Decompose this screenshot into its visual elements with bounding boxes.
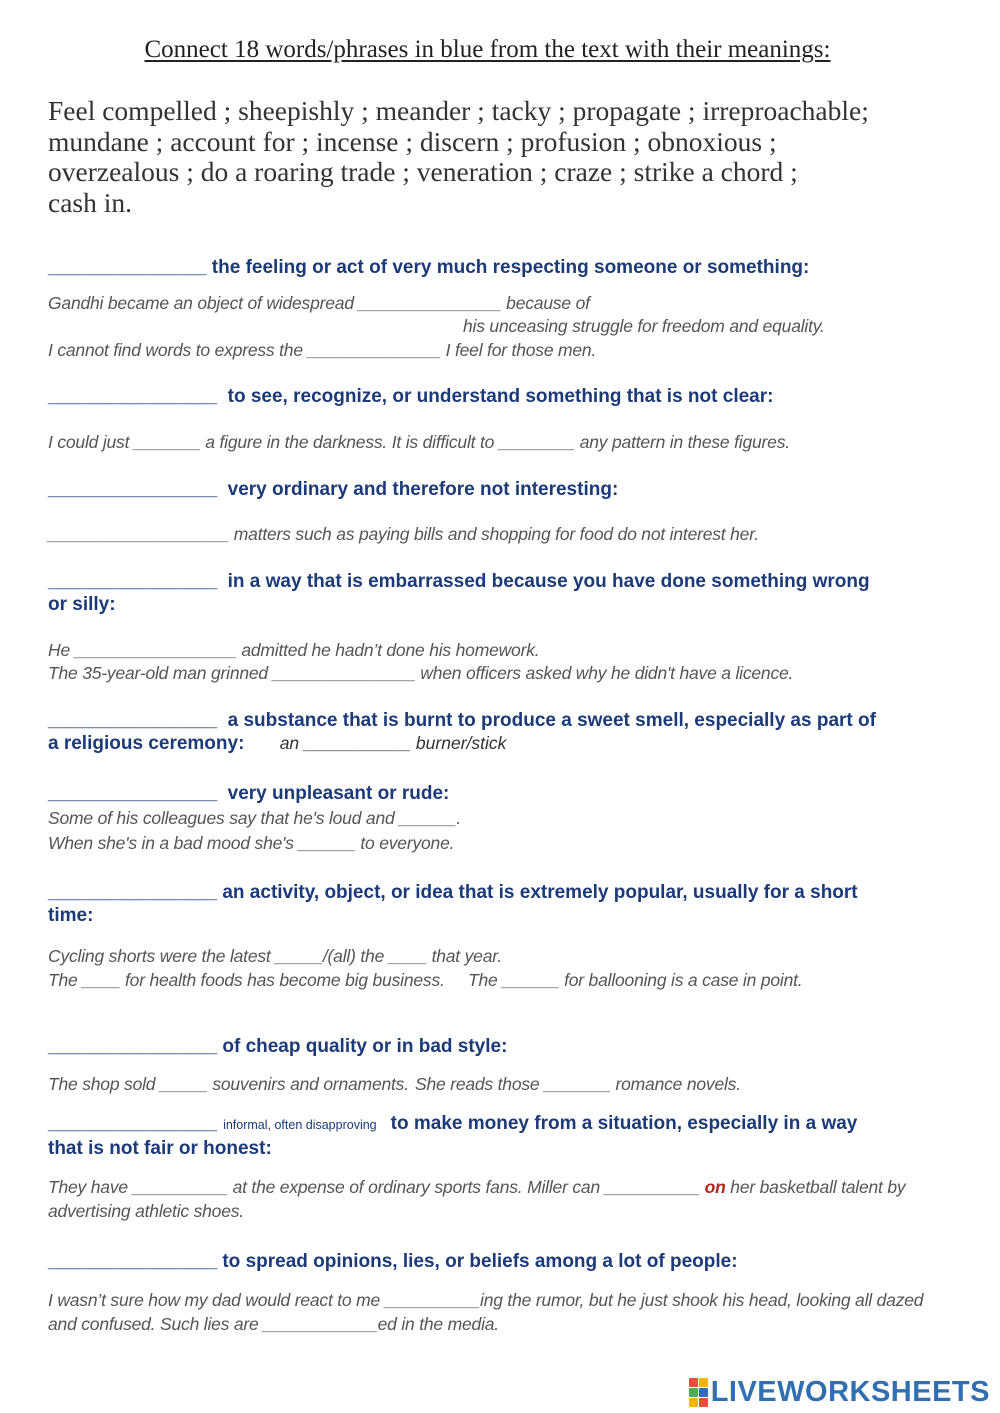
example-line: I cannot find words to express the ______________ I feel for those men. <box>48 340 597 360</box>
highlight-word: on <box>704 1177 726 1197</box>
definition-text: to make money from a situation, especially in a way <box>390 1113 858 1134</box>
example-text: her basketball talent by <box>725 1177 906 1197</box>
answer-blank[interactable]: ________________ <box>48 710 218 731</box>
word-list-line: cash in. <box>48 186 133 218</box>
example-text: They have __________ at the expense of ordinary sports fans. Miller can __________ <box>48 1177 705 1197</box>
definition-item <box>48 1035 948 1058</box>
definition-item <box>48 782 948 805</box>
answer-blank[interactable]: ________________ <box>48 479 218 500</box>
answer-blank[interactable]: ________________ <box>48 882 218 903</box>
word-list-line: Feel compelled ; sheepishly ; meander ; tacky ; propagate ; irreproachable; <box>48 95 869 126</box>
definition-item <box>48 570 948 616</box>
logo-text: LIVEWORKSHEETS <box>710 1375 990 1408</box>
example-line: When she's in a bad mood she's ______ to everyone. <box>48 833 455 853</box>
definition-text: a substance that is burnt to produce a sweet smell, especially as part of <box>227 710 876 731</box>
example-line: and confused. Such lies are ____________ed in the media. <box>48 1314 499 1334</box>
example-line: The 35-year-old man grinned _______________ when officers asked why he didn't have a licence. <box>48 663 794 683</box>
example-line: his unceasing struggle for freedom and equality. <box>463 316 825 336</box>
definition-text: in a way that is embarrassed because you have done something wrong <box>227 571 870 592</box>
example-line: Some of his colleagues say that he's loud and ______. <box>48 808 462 828</box>
definition-text: very ordinary and therefore not interesting: <box>227 479 619 500</box>
example-line: The shop sold _____ souvenirs and ornaments. <box>48 1074 409 1094</box>
example-line: The ____ for health foods has become big business. <box>48 970 445 990</box>
example-line: She reads those _______ romance novels. <box>415 1074 741 1094</box>
definition-text-cont: time: <box>48 905 94 926</box>
definition-item <box>48 709 948 755</box>
definition-item <box>48 1112 948 1160</box>
definition-text: of cheap quality or in bad style: <box>222 1036 508 1057</box>
example-inline: an ___________ burner/stick <box>279 733 507 753</box>
definition-text: to spread opinions, lies, or beliefs among a lot of people: <box>222 1251 738 1272</box>
word-list <box>48 96 948 218</box>
example-line: The ______ for ballooning is a case in point. <box>468 970 803 990</box>
example-line: I wasn’t sure how my dad would react to me __________ing the rumor, but he just shook his head, looking all dazed <box>48 1290 924 1310</box>
example-line: Cycling shorts were the latest _____/(all) the ____ that year. <box>48 946 502 966</box>
example-line <box>48 1176 905 1198</box>
example-line: I could just _______ a figure in the darkness. It is difficult to ________ any pattern in these figures. <box>48 432 790 452</box>
usage-tag: informal, often disapproving <box>223 1118 377 1132</box>
answer-blank[interactable]: ________________ <box>48 1113 218 1134</box>
answer-blank[interactable]: _______________ <box>48 257 207 278</box>
definition-text: very unpleasant or rude: <box>227 783 450 804</box>
answer-blank[interactable]: ________________ <box>48 386 218 407</box>
word-list-line: mundane ; account for ; incense ; discern ; profusion ; obnoxious ; <box>48 125 777 157</box>
answer-blank[interactable]: ________________ <box>48 1251 218 1272</box>
liveworksheets-logo-icon <box>689 1378 708 1407</box>
definition-item <box>48 1250 948 1273</box>
example-line: He _________________ admitted he hadn’t done his homework. <box>48 640 540 660</box>
page-title: Connect 18 words/phrases in blue from the text with their meanings: <box>144 36 831 63</box>
definition-text: the feeling or act of very much respecting someone or something: <box>211 257 810 278</box>
definition-item <box>48 478 948 501</box>
definition-item <box>48 256 948 279</box>
definition-text: to see, recognize, or understand something that is not clear: <box>227 386 774 407</box>
answer-blank[interactable]: ________________ <box>48 571 218 592</box>
example-line: Gandhi became an object of widespread _______________ because of <box>48 293 590 313</box>
answer-blank[interactable]: ________________ <box>48 1036 218 1057</box>
definition-item <box>48 881 948 927</box>
definition-text: an activity, object, or idea that is extremely popular, usually for a short <box>222 882 858 903</box>
answer-blank[interactable]: ________________ <box>48 783 218 804</box>
liveworksheets-logo[interactable] <box>689 1375 990 1409</box>
example-line: advertising athletic shoes. <box>48 1201 244 1221</box>
definition-item <box>48 385 948 408</box>
definition-text-cont: that is not fair or honest: <box>48 1138 272 1159</box>
definition-text-cont: or silly: <box>48 594 116 615</box>
example-line: ___________________ matters such as paying bills and shopping for food do not interest her. <box>48 524 759 544</box>
definition-text-cont: a religious ceremony: <box>48 733 245 754</box>
word-list-line: overzealous ; do a roaring trade ; veneration ; craze ; strike a chord ; <box>48 156 798 187</box>
